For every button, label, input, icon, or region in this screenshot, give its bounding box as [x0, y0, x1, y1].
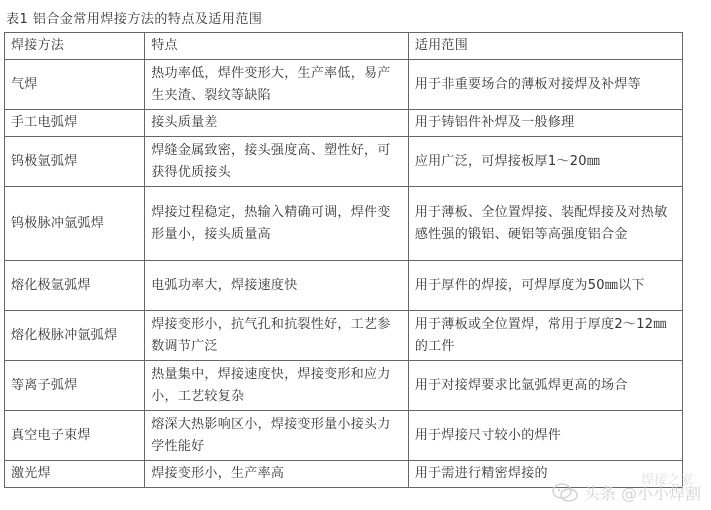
cell-method: 熔化极氩弧焊 [5, 261, 145, 311]
cell-scope: 用于焊接尺寸较小的焊件 [408, 411, 682, 461]
cell-method: 手工电弧焊 [5, 110, 145, 137]
cell-scope: 用于厚件的焊接，可焊厚度为50㎜以下 [408, 261, 682, 311]
cell-feature: 电弧功率大，焊接速度快 [145, 261, 409, 311]
cell-feature: 热量集中，焊接速度快，焊接变形和应力小，工艺较复杂 [145, 361, 409, 411]
cell-method: 钨极脉冲氩弧焊 [5, 187, 145, 261]
table-row [5, 137, 683, 187]
cell-method: 钨极氩弧焊 [5, 137, 145, 187]
table-row [5, 187, 683, 261]
wechat-logo-icon [552, 483, 578, 503]
table-row [5, 361, 683, 411]
watermark-text: 头条 @小小焊割 [583, 484, 701, 503]
cell-scope: 用于需进行精密焊接的 [408, 461, 682, 488]
header-feature: 特点 [145, 33, 409, 60]
table-row [5, 311, 683, 361]
cell-scope: 应用广泛，可焊接板厚1～20㎜ [408, 137, 682, 187]
cell-scope: 用于铸铝件补焊及一般修理 [408, 110, 682, 137]
cell-method: 真空电子束焊 [5, 411, 145, 461]
cell-feature: 焊接过程稳定，热输入精确可调，焊件变形量小，接头质量高 [145, 187, 409, 261]
table-row [5, 261, 683, 311]
cell-feature: 热功率低，焊件变形大，生产率低，易产生夹渣、裂纹等缺陷 [145, 60, 409, 110]
watermark-sub: 焊接之家 [640, 473, 693, 488]
cell-feature: 焊缝金属致密，接头强度高、塑性好，可获得优质接头 [145, 137, 409, 187]
cell-feature: 焊接变形小，抗气孔和抗裂性好，工艺参数调节广泛 [145, 311, 409, 361]
cell-feature: 接头质量差 [145, 110, 409, 137]
cell-method: 熔化极脉冲氩弧焊 [5, 311, 145, 361]
welding-methods-table [4, 32, 683, 488]
cell-method: 激光焊 [5, 461, 145, 488]
header-method: 焊接方法 [5, 33, 145, 60]
header-scope: 适用范围 [408, 33, 682, 60]
table-caption: 表1 铝合金常用焊接方法的特点及适用范围 [6, 12, 263, 27]
cell-scope: 用于对接焊要求比氩弧焊更高的场合 [408, 361, 682, 411]
table-header-row [5, 33, 683, 60]
table-row [5, 60, 683, 110]
cell-method: 等离子弧焊 [5, 361, 145, 411]
table-row [5, 411, 683, 461]
cell-method: 气焊 [5, 60, 145, 110]
cell-feature: 焊接变形小，生产率高 [145, 461, 409, 488]
cell-feature: 熔深大热影响区小，焊接变形量小接头力学性能好 [145, 411, 409, 461]
table-row [5, 110, 683, 137]
watermark [552, 481, 701, 504]
cell-scope: 用于薄板或全位置焊，常用于厚度2～12㎜的工件 [408, 311, 682, 361]
cell-scope: 用于非重要场合的薄板对接焊及补焊等 [408, 60, 682, 110]
cell-scope: 用于薄板、全位置焊接、装配焊接及对热敏感性强的锻铝、硬铝等高强度铝合金 [408, 187, 682, 261]
